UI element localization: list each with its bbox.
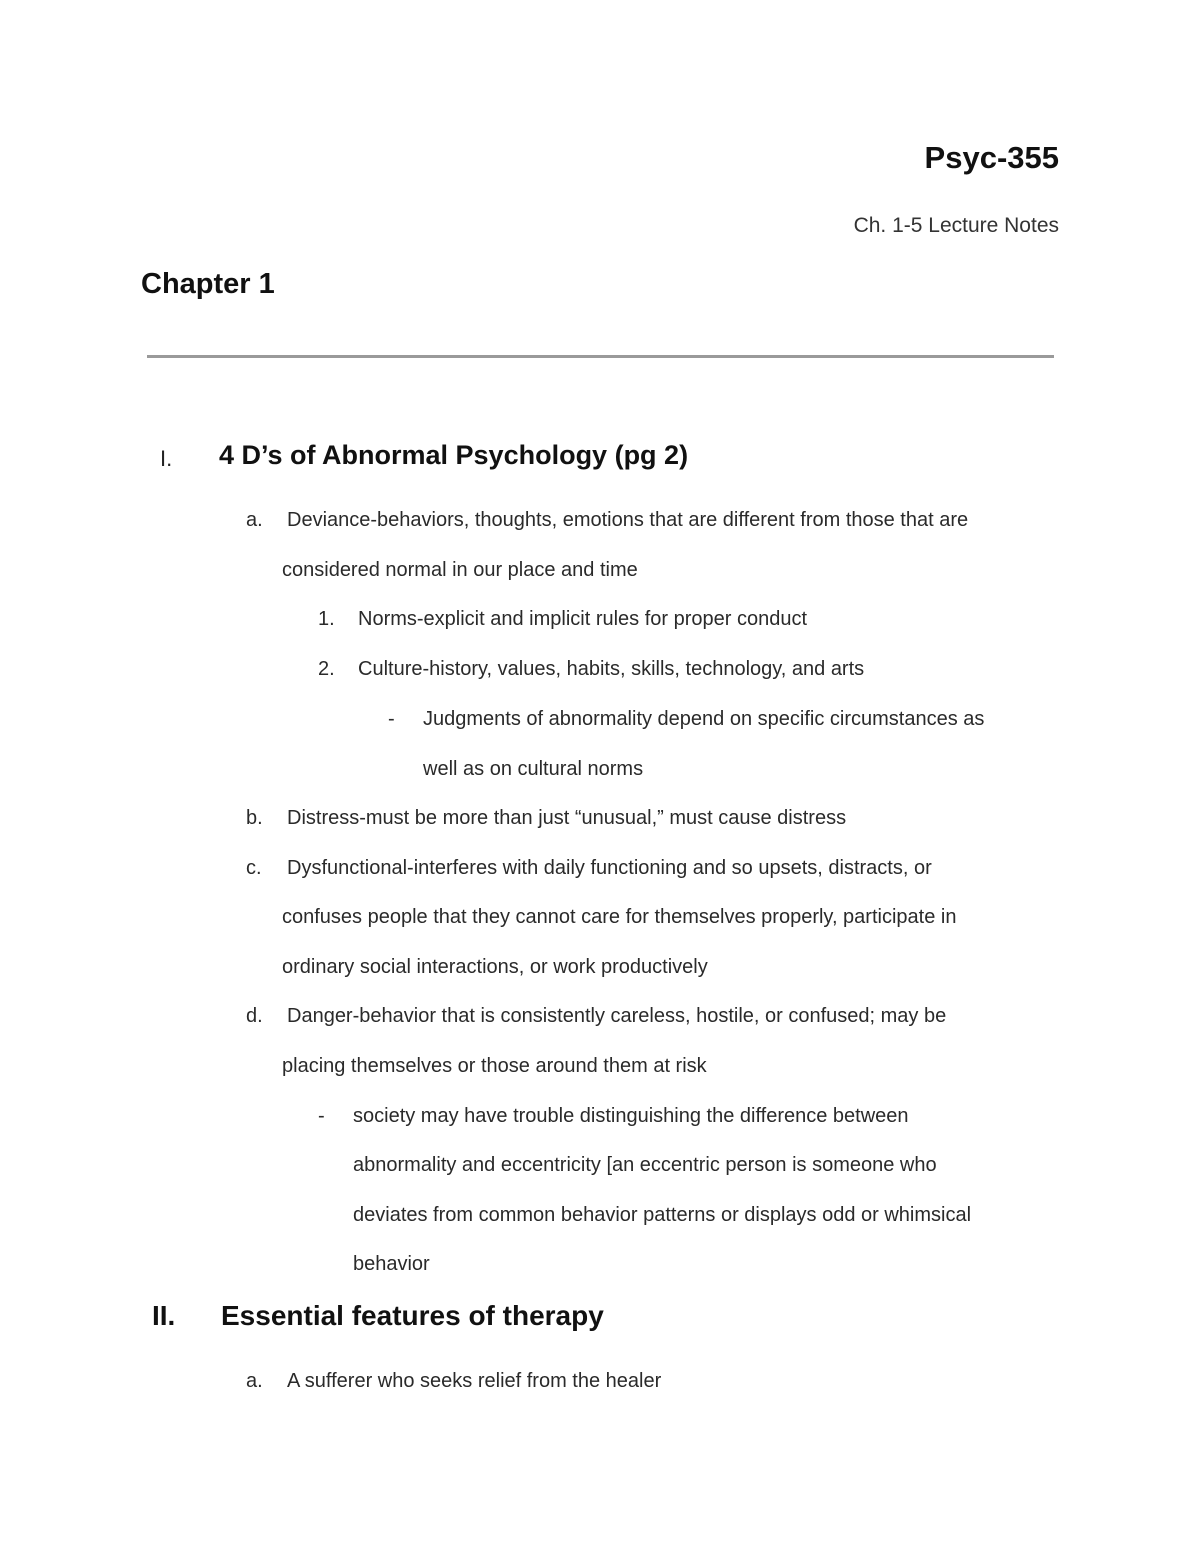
- list-item-text: confuses people that they cannot care for themselves properly, participate in: [282, 906, 957, 928]
- horizontal-divider: [147, 355, 1054, 358]
- bullet-text: deviates from common behavior patterns or displays odd or whimsical: [353, 1204, 972, 1226]
- bullet-text: well as on cultural norms: [423, 758, 644, 780]
- list-item-text: Deviance-behaviors, thoughts, emotions that are different from those that are: [287, 509, 969, 531]
- list-marker: c.: [246, 857, 262, 879]
- section-heading: Essential features of therapy: [221, 1300, 604, 1331]
- list-item-text: placing themselves or those around them at risk: [282, 1055, 707, 1077]
- list-marker: 2.: [318, 658, 335, 680]
- list-item-text: Dysfunctional-interferes with daily functioning and so upsets, distracts, or: [287, 857, 932, 879]
- list-item-text: Norms-explicit and implicit rules for proper conduct: [358, 608, 808, 630]
- course-title: Psyc-355: [924, 140, 1059, 175]
- document-subtitle: Ch. 1-5 Lecture Notes: [853, 214, 1059, 237]
- list-item-text: considered normal in our place and time: [282, 559, 638, 581]
- list-item-text: A sufferer who seeks relief from the healer: [287, 1370, 662, 1392]
- bullet-marker: -: [318, 1105, 325, 1127]
- list-marker: a.: [246, 509, 263, 531]
- list-marker: d.: [246, 1005, 263, 1027]
- list-item-text: Danger-behavior that is consistently careless, hostile, or confused; may be: [287, 1005, 947, 1027]
- bullet-text: society may have trouble distinguishing the difference between: [353, 1105, 909, 1127]
- list-item-text: Distress-must be more than just “unusual,” must cause distress: [287, 807, 847, 829]
- section-numeral: II.: [152, 1300, 176, 1331]
- list-item-text: ordinary social interactions, or work productively: [282, 956, 708, 978]
- bullet-text: Judgments of abnormality depend on specific circumstances as: [423, 708, 985, 730]
- bullet-text: behavior: [353, 1253, 430, 1275]
- list-item-text: Culture-history, values, habits, skills, technology, and arts: [358, 658, 865, 680]
- bullet-text: abnormality and eccentricity [an eccentric person is someone who: [353, 1154, 937, 1176]
- list-marker: b.: [246, 807, 263, 829]
- section-numeral: I.: [160, 446, 173, 471]
- chapter-title: Chapter 1: [141, 268, 275, 300]
- bullet-marker: -: [388, 708, 395, 730]
- list-marker: a.: [246, 1370, 263, 1392]
- section-heading: 4 D’s of Abnormal Psychology (pg 2): [219, 440, 689, 470]
- list-marker: 1.: [318, 608, 335, 630]
